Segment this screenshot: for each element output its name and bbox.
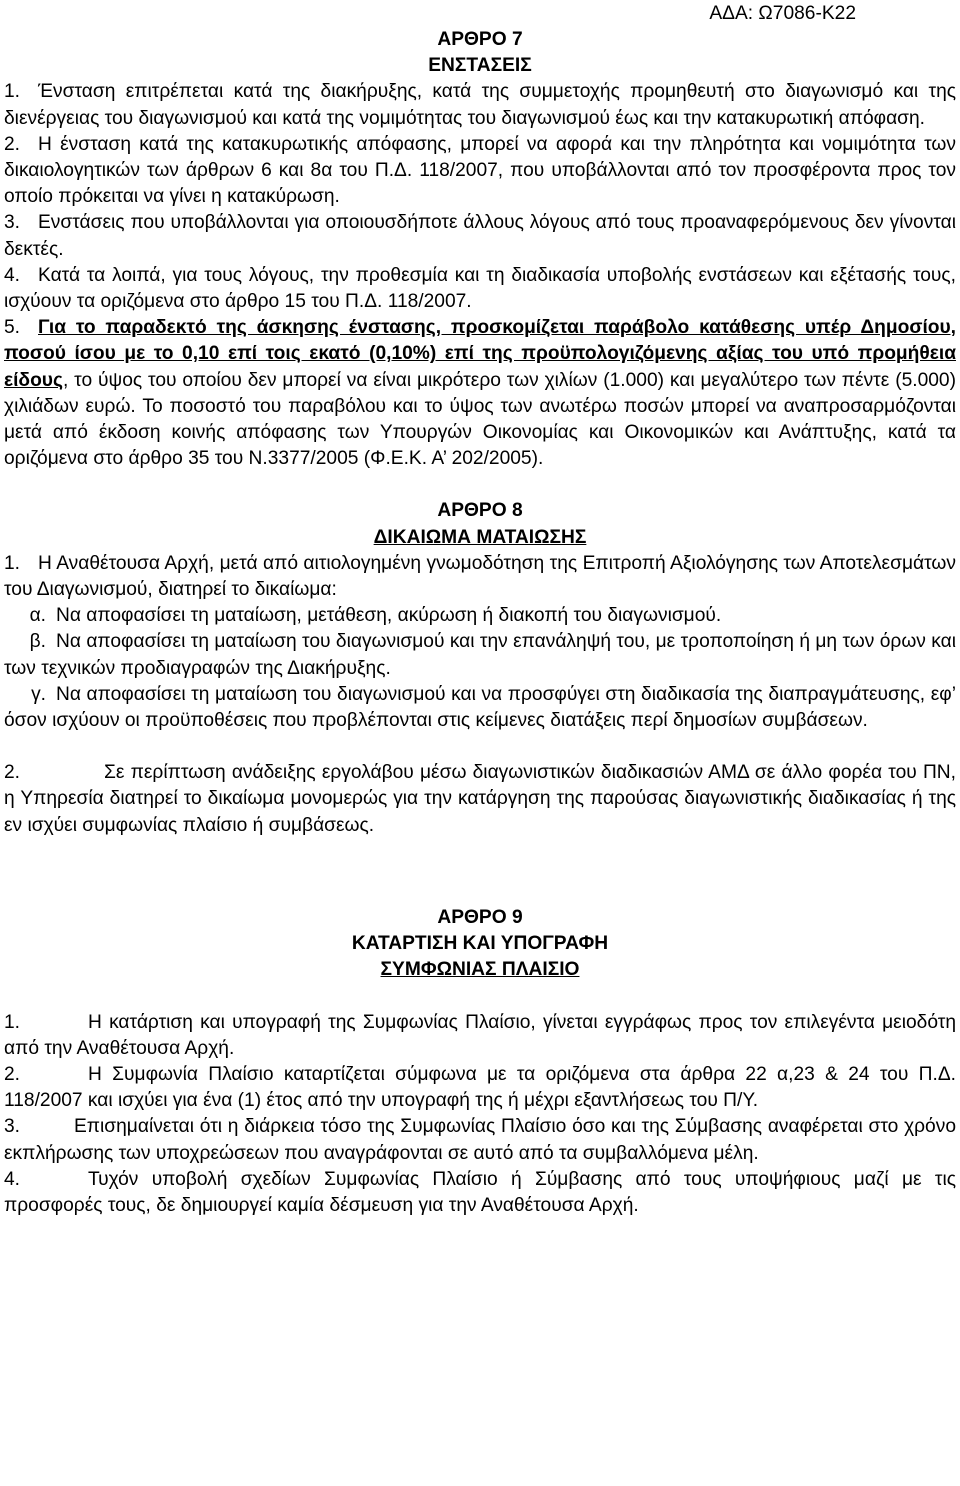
- article-7-paragraph-3: [4, 210, 956, 262]
- paragraph-text: , το ύψος του οποίου δεν μπορεί να είναι μικρότερο των χιλίων (1.000) και μεγαλύτερο των πέντε (5.000) χιλιάδων ευρώ. Το ποσοστό του παραβόλου και το ύψος των ανωτέρω ποσών μπορεί να αναπροσαρμόζονται μετά από έκδοση κοινής απόφασης των Υπουργών Οικονομίας και Οικονομικών και Ανάπτυξης, κατά τα οριζόμενα στο άρθρο 35 του Ν.3377/2005 (Φ.Ε.Κ. Α’ 202/2005).: [4, 369, 956, 470]
- paragraph-number: 4.: [4, 264, 21, 286]
- article-7-paragraph-2: [4, 132, 956, 211]
- spacer: [4, 472, 956, 498]
- paragraph-text: Η Αναθέτουσα Αρχή, μετά από αιτιολογημένη γνωμοδότηση της Επιτροπή Αξιολόγησης των Αποτελεσμάτων του Διαγωνισμού, διατηρεί το δικαίωμα:: [4, 552, 956, 601]
- paragraph-number: 2.: [4, 762, 21, 784]
- paragraph-text-bold: Για το παραδεκτό της άσκησης ένστασης, προσκομίζεται παράβολο κατάθεσης υπέρ Δημοσίου, ποσού ίσου με το 0,10 επί τοις εκατό (0,10%) επί της προϋπολογιζόμενης αξίας του υπό προμήθεια είδους: [4, 317, 956, 391]
- article-9-subtitle-2: ΣΥΜΦΩΝΙΑΣ ΠΛΑΙΣΙΟ: [380, 959, 580, 981]
- paragraph-text: Ένσταση επιτρέπεται κατά της διακήρυξης, κατά της συμμετοχής προμηθευτή στο διαγωνισμό και της διενέργειας του διαγωνισμού και κατά της νομιμότητας του διαγωνισμού έως και την κατακυρωτική απόφαση.: [4, 81, 956, 129]
- paragraph-number: 2.: [4, 133, 21, 155]
- article-8-item-a: [4, 603, 956, 629]
- paragraph-number: 5.: [4, 317, 21, 339]
- paragraph-text: Τυχόν υποβολή σχεδίων Συμφωνίας Πλαίσιο ή Σύμβασης από τους υποψήφιους μαζί με τις προσφορές τους, δε δημιουργεί καμία δέσμευση για την Αναθέτουσα Αρχή.: [4, 1168, 956, 1216]
- paragraph-text: Η ένσταση κατά της κατακυρωτικής απόφασης, μπορεί να αφορά και την πληρότητα και νομιμότητα των δικαιολογητικών των άρθρων 6 και 8α του Π.Δ. 118/2007, που υποβάλλονται από τον προσφέροντα προς τον οποίο πρόκειται να γίνει η κατακύρωση.: [4, 133, 956, 208]
- paragraph-text: Η κατάρτιση και υπογραφή της Συμφωνίας Πλαίσιο, γίνεται εγγράφως προς τον επιλεγέντα μειοδότη από την Αναθέτουσα Αρχή.: [4, 1011, 956, 1059]
- spacer: [4, 891, 956, 905]
- article-9-paragraph-4: [4, 1167, 956, 1219]
- paragraph-number: 3.: [4, 212, 21, 234]
- article-7: [4, 27, 956, 472]
- item-letter: β.: [29, 631, 46, 653]
- article-9: [4, 905, 956, 1219]
- article-9-subtitle-1: ΚΑΤΑΡΤΙΣΗ ΚΑΙ ΥΠΟΓΡΑΦΗ: [351, 933, 609, 955]
- spacer: [4, 984, 956, 1010]
- paragraph-text: Σε περίπτωση ανάδειξης εργολάβου μέσω διαγωνιστικών διαδικασιών ΑΜΔ σε άλλο φορέα του ΠΝ, η Υπηρεσία διατηρεί το δικαίωμα μονομερώς για την κατάργηση της παρούσας διαγωνιστικής διαδικασίας ή της εν ισχύει συμφωνίας πλαίσιο ή συμβάσεως.: [4, 762, 956, 836]
- article-9-paragraph-2: [4, 1062, 956, 1114]
- article-7-paragraph-1: [4, 79, 956, 131]
- paragraph-text: Επισημαίνεται ότι η διάρκεια τόσο της Συμφωνίας Πλαίσιο όσο και της Σύμβασης αναφέρεται στο χρόνο εκπλήρωσης των υποχρεώσεων που αναγράφονται σε αυτό από τα συμβαλλόμενα μέλη.: [4, 1116, 956, 1164]
- spacer: [4, 839, 956, 891]
- article-9-paragraph-1: [4, 1010, 956, 1062]
- article-8-item-c: [4, 682, 956, 734]
- paragraph-number: 2.: [4, 1063, 21, 1085]
- article-8-paragraph-2: [4, 760, 956, 839]
- article-9-paragraph-3: [4, 1114, 956, 1166]
- ada-code: ΑΔΑ: Ω7086-Κ22: [709, 3, 856, 24]
- article-8-item-b: [4, 629, 956, 681]
- article-9-title: ΑΡΘΡΟ 9: [437, 906, 523, 928]
- paragraph-text: Ενστάσεις που υποβάλλονται για οποιουσδήποτε άλλους λόγους από τους προαναφερόμενους δεν γίνονται δεκτές.: [4, 212, 956, 260]
- paragraph-number: 4.: [4, 1168, 21, 1190]
- paragraph-number: 1.: [4, 81, 21, 103]
- item-letter: γ.: [31, 683, 46, 705]
- article-7-title: ΑΡΘΡΟ 7: [437, 29, 523, 50]
- article-7-paragraph-4: [4, 263, 956, 315]
- item-letter: α.: [29, 605, 46, 627]
- paragraph-number: 3.: [4, 1116, 21, 1138]
- paragraph-number: 1.: [4, 1011, 21, 1033]
- article-8: [4, 498, 956, 838]
- item-text: Να αποφασίσει τη ματαίωση του διαγωνισμού και την επανάληψή του, με τροποποίηση ή μη των όρων και των τεχνικών προδιαγραφών της Διακήρυξης.: [4, 631, 956, 679]
- paragraph-number: 1.: [4, 552, 21, 574]
- article-8-subtitle: ΔΙΚΑΙΩΜΑ ΜΑΤΑΙΩΣΗΣ: [373, 526, 587, 548]
- item-text: Να αποφασίσει τη ματαίωση, μετάθεση, ακύρωση ή διακοπή του διαγωνισμού.: [56, 605, 722, 627]
- item-text: Να αποφασίσει τη ματαίωση του διαγωνισμού και να προσφύγει στη διαδικασία της διαπραγμάτευσης, εφ’ όσον ισχύουν οι προϋποθέσεις που προβλέπονται στις κείμενες διατάξεις περί δημοσίων συμβάσεων.: [4, 683, 956, 732]
- article-8-paragraph-1: [4, 551, 956, 603]
- article-7-paragraph-5: [4, 315, 956, 472]
- article-8-title: ΑΡΘΡΟ 8: [437, 500, 523, 522]
- paragraph-text: Η Συμφωνία Πλαίσιο καταρτίζεται σύμφωνα με τα οριζόμενα στα άρθρα 22 α,23 & 24 του Π.Δ. 118/2007 και ισχύει για ένα (1) έτος από την υπογραφή της ή μέχρι εξαντλήσεως του Π/Υ.: [4, 1063, 956, 1112]
- paragraph-text: Κατά τα λοιπά, για τους λόγους, την προθεσμία και τη διαδικασία υποβολής ενστάσεων και εξέτασής τους, ισχύουν τα οριζόμενα στο άρθρο 15 του Π.Δ. 118/2007.: [4, 264, 956, 313]
- article-7-subtitle: ΕΝΣΤΑΣΕΙΣ: [428, 55, 532, 77]
- spacer: [4, 734, 956, 760]
